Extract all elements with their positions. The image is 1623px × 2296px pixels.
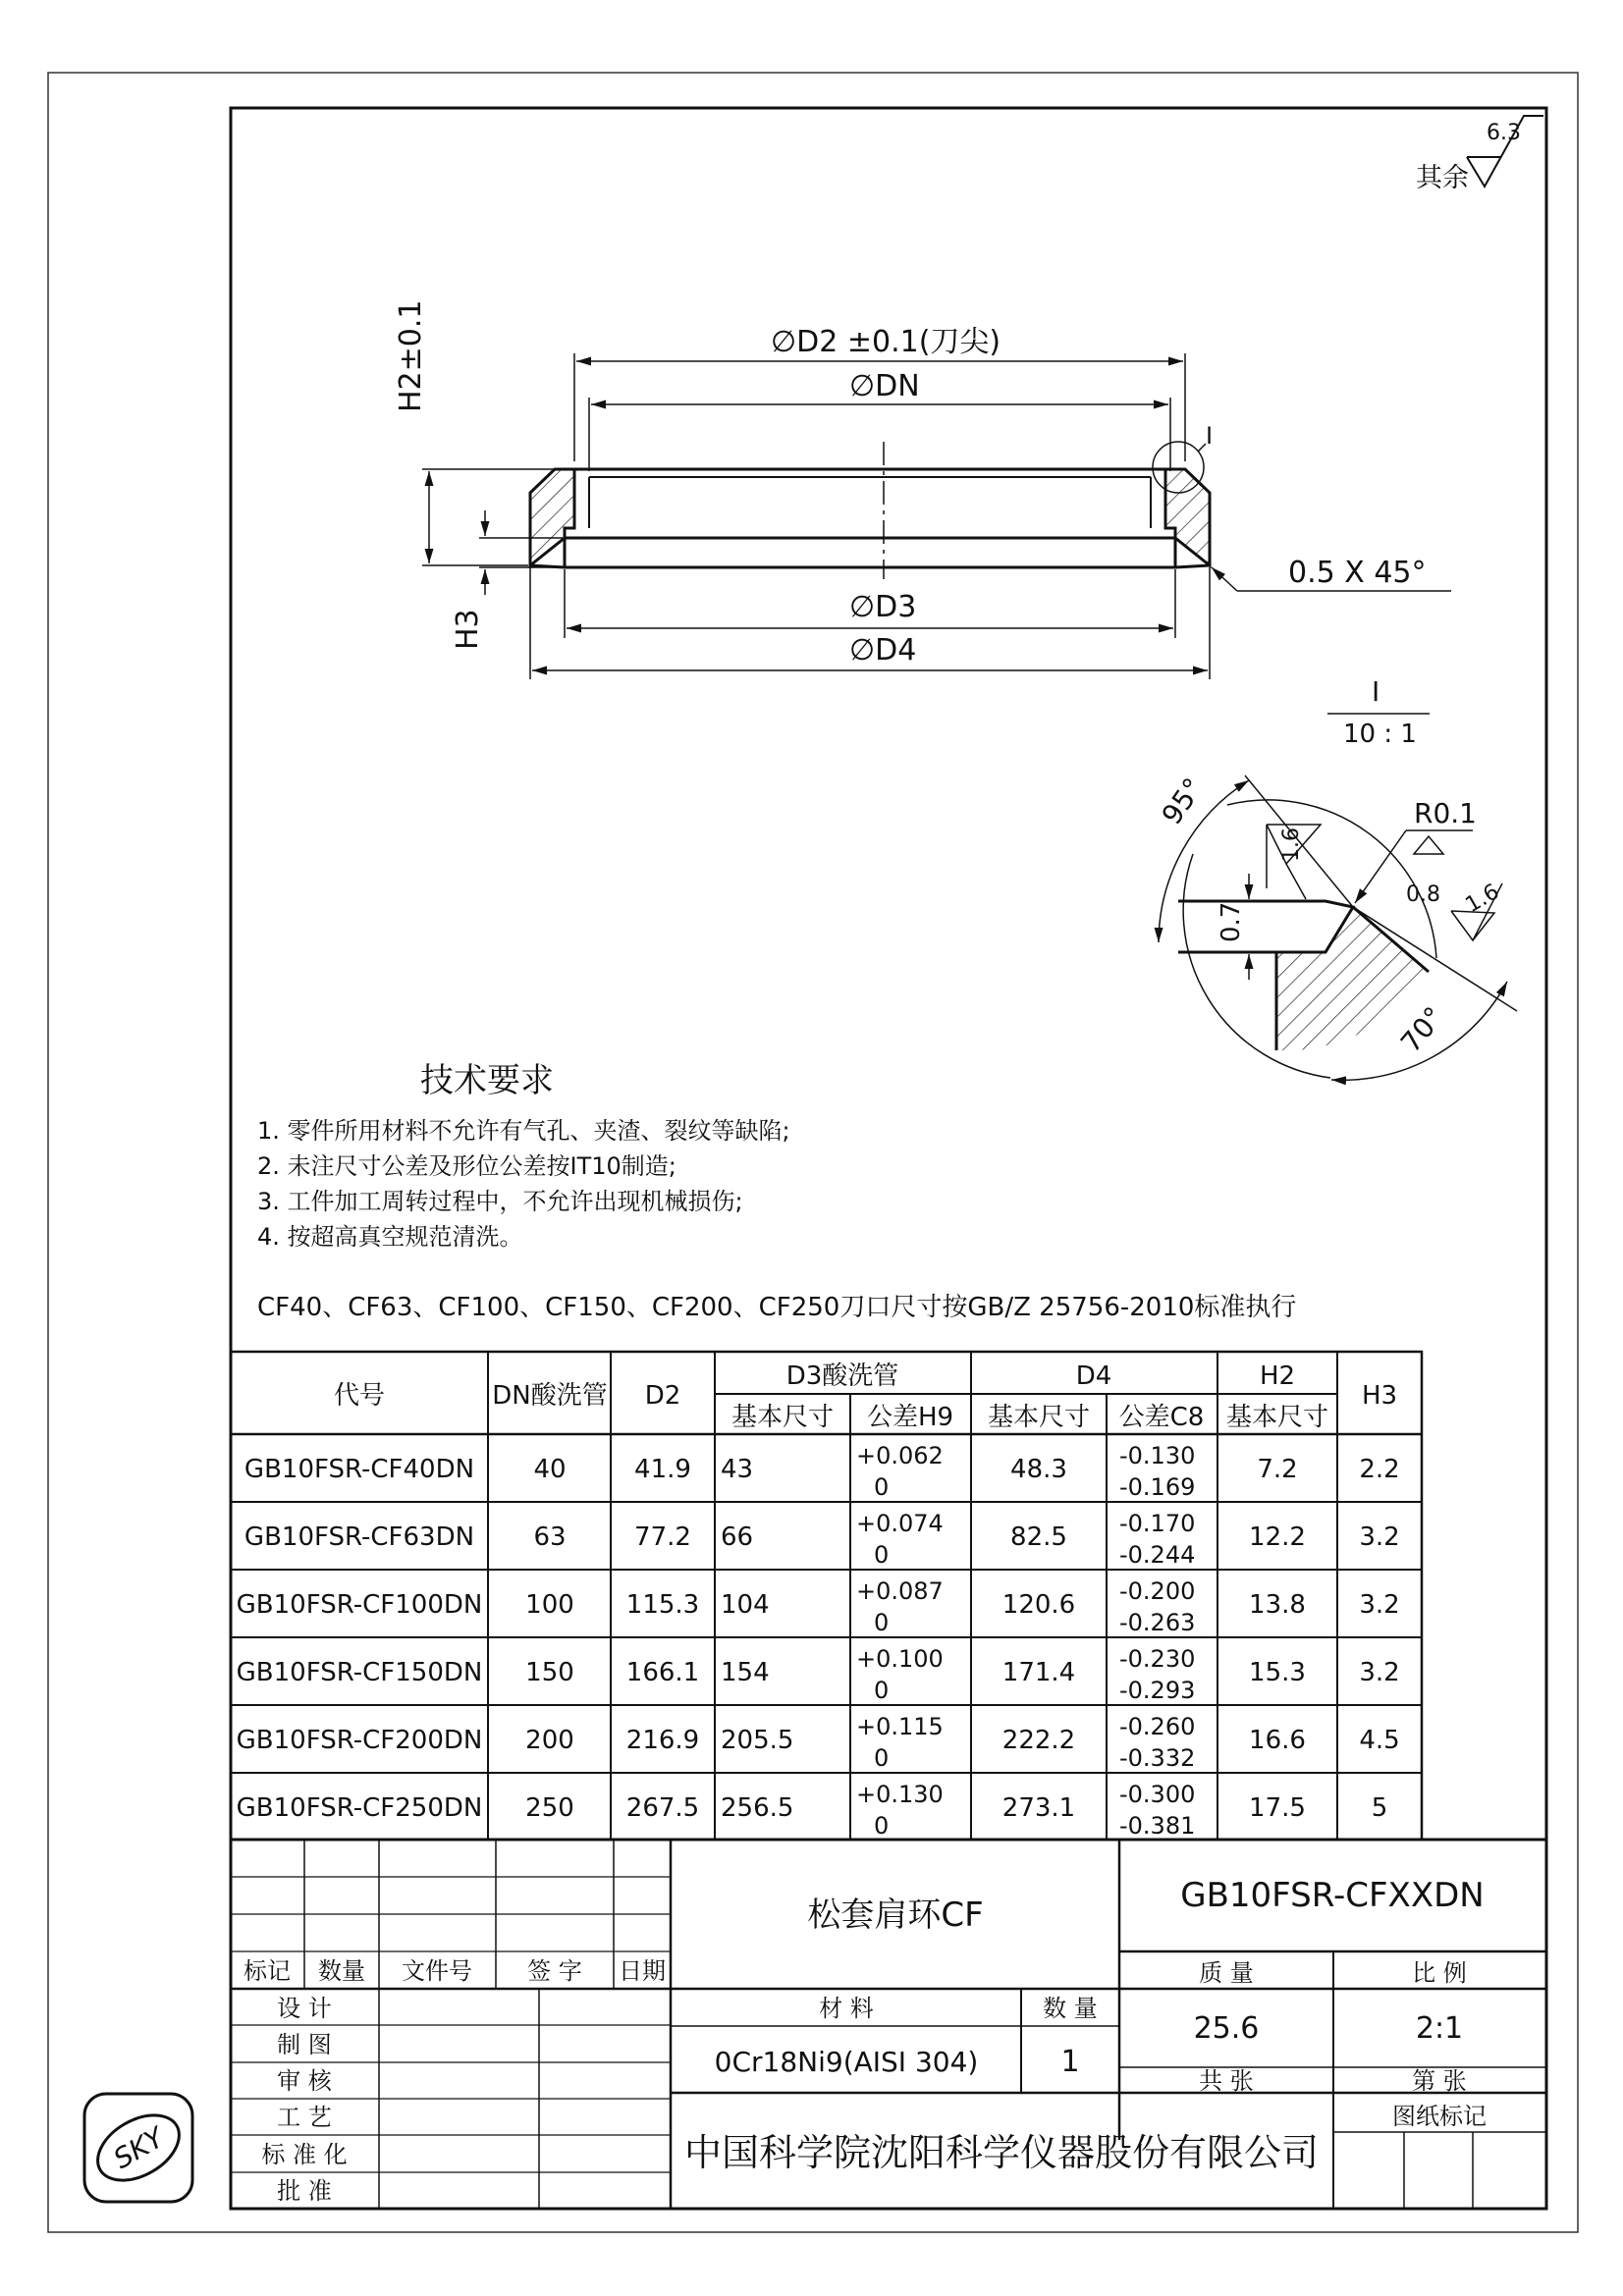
cell-d3: 154 bbox=[721, 1658, 770, 1687]
role-check: 审 核 bbox=[277, 2067, 332, 2095]
mass-value: 25.6 bbox=[1193, 2011, 1260, 2046]
detail-dim-07: 0.7 bbox=[1217, 901, 1246, 942]
cell-code: GB10FSR-CF40DN bbox=[243, 1455, 475, 1484]
tech-item-2: 2. 未注尺寸公差及形位公差按IT10制造; bbox=[257, 1152, 676, 1180]
cell-d4-lo: -0.169 bbox=[1119, 1473, 1196, 1501]
rev-h-date: 日期 bbox=[619, 1957, 666, 1985]
detail-angle-top: 95° bbox=[1155, 772, 1211, 831]
detail-angle-bottom: 70° bbox=[1394, 1000, 1451, 1059]
th-code: 代号 bbox=[333, 1381, 386, 1411]
role-standard: 标 准 化 bbox=[261, 2141, 348, 2168]
cell-code: GB10FSR-CF150DN bbox=[236, 1658, 483, 1687]
cell-d4: 120.6 bbox=[1001, 1590, 1076, 1620]
th-basic3: 基本尺寸 bbox=[1225, 1403, 1329, 1432]
rev-h-sign: 签 字 bbox=[527, 1957, 582, 1985]
part-name: 松套肩环CF bbox=[807, 1896, 984, 1935]
mass-label: 质 量 bbox=[1199, 1959, 1254, 1987]
rev-h-mark: 标记 bbox=[243, 1957, 291, 1985]
cell-h3: 3.2 bbox=[1359, 1590, 1400, 1620]
left-section bbox=[530, 469, 574, 565]
title-block-text bbox=[243, 1876, 1487, 2205]
cell-d4-up: -0.170 bbox=[1119, 1510, 1196, 1537]
cell-d4-lo: -0.263 bbox=[1119, 1609, 1196, 1636]
detail-mark: I bbox=[1206, 422, 1214, 450]
roughness-value: 6.3 bbox=[1487, 121, 1521, 145]
detail-scale: 10 : 1 bbox=[1343, 720, 1417, 749]
cell-h2: 12.2 bbox=[1249, 1522, 1306, 1552]
table-row bbox=[244, 1442, 1400, 1501]
cell-d2: 77.2 bbox=[634, 1522, 691, 1552]
cell-d3-lo: 0 bbox=[874, 1473, 890, 1501]
table-row bbox=[237, 1645, 1400, 1704]
role-draw: 制 图 bbox=[277, 2031, 332, 2058]
material-value: 0Cr18Ni9(AISI 304) bbox=[714, 2046, 979, 2078]
cell-d3: 43 bbox=[721, 1455, 754, 1484]
dim-d4: ∅D4 bbox=[849, 633, 917, 667]
cell-d2: 166.1 bbox=[625, 1658, 700, 1687]
cell-code: GB10FSR-CF250DN bbox=[236, 1793, 483, 1823]
cell-d4-lo: -0.332 bbox=[1119, 1744, 1196, 1772]
cell-d4: 171.4 bbox=[1001, 1658, 1076, 1687]
dim-h2: H2±0.1 bbox=[394, 299, 428, 412]
right-section bbox=[1165, 469, 1210, 565]
cell-d3-lo: 0 bbox=[874, 1744, 890, 1772]
cell-d4-lo: -0.293 bbox=[1119, 1677, 1196, 1704]
cell-d4-up: -0.130 bbox=[1119, 1442, 1196, 1469]
cell-d3: 205.5 bbox=[721, 1726, 794, 1755]
rev-h-doc: 文件号 bbox=[402, 1957, 472, 1985]
rev-h-qty: 数量 bbox=[318, 1957, 365, 1985]
cell-dn: 250 bbox=[525, 1793, 574, 1823]
tech-note: CF40、CF63、CF100、CF150、CF200、CF250刀口尺寸按GB/Z 25756-2010标准执行 bbox=[257, 1293, 1297, 1322]
cell-code: GB10FSR-CF100DN bbox=[236, 1590, 483, 1620]
cell-dn: 63 bbox=[533, 1522, 567, 1552]
cell-d3: 104 bbox=[721, 1590, 770, 1620]
cell-d2: 41.9 bbox=[634, 1455, 691, 1484]
tech-item-3: 3. 工件加工周转过程中，不允许出现机械损伤; bbox=[257, 1188, 743, 1215]
tech-item-1: 1. 零件所用材料不允许有气孔、夹渣、裂纹等缺陷; bbox=[257, 1117, 790, 1145]
qty-value: 1 bbox=[1060, 2045, 1080, 2079]
scale-label: 比 例 bbox=[1412, 1959, 1467, 1987]
detail-name: I bbox=[1372, 675, 1380, 708]
sheet-label: 第 张 bbox=[1412, 2067, 1467, 2095]
cell-d3-up: +0.115 bbox=[856, 1713, 944, 1740]
cell-h3: 5 bbox=[1371, 1793, 1388, 1823]
detail-radius: R0.1 bbox=[1414, 797, 1477, 829]
th-d4: D4 bbox=[1075, 1362, 1112, 1391]
th-d2: D2 bbox=[644, 1381, 681, 1411]
cell-d4: 222.2 bbox=[1001, 1726, 1076, 1755]
cell-d3-lo: 0 bbox=[874, 1609, 890, 1636]
dim-h3: H3 bbox=[451, 609, 485, 650]
th-dn: DN酸洗管 bbox=[492, 1381, 608, 1411]
company-name: 中国科学院沈阳科学仪器股份有限公司 bbox=[683, 2131, 1320, 2174]
role-process: 工 艺 bbox=[277, 2104, 332, 2131]
company-logo bbox=[84, 2094, 192, 2202]
th-basic2: 基本尺寸 bbox=[987, 1403, 1091, 1432]
cell-code: GB10FSR-CF63DN bbox=[243, 1522, 475, 1552]
cell-d3-up: +0.087 bbox=[856, 1577, 944, 1605]
material-label: 材 料 bbox=[819, 1995, 874, 2022]
cell-dn: 100 bbox=[525, 1590, 574, 1620]
detail-dim-08: 0.8 bbox=[1406, 882, 1440, 907]
cell-d4: 273.1 bbox=[1001, 1793, 1076, 1823]
cell-d4-up: -0.200 bbox=[1119, 1577, 1196, 1605]
roughness-label: 其余 bbox=[1416, 163, 1469, 193]
cell-h3: 3.2 bbox=[1359, 1658, 1400, 1687]
cell-d3-lo: 0 bbox=[874, 1541, 890, 1569]
th-basic1: 基本尺寸 bbox=[730, 1403, 835, 1432]
cell-code: GB10FSR-CF200DN bbox=[236, 1726, 483, 1755]
cell-d3-up: +0.130 bbox=[856, 1781, 944, 1808]
logo-text: SKY bbox=[107, 2120, 170, 2176]
cell-d3-up: +0.062 bbox=[856, 1442, 944, 1469]
cell-h3: 4.5 bbox=[1359, 1726, 1400, 1755]
cell-d3-up: +0.074 bbox=[856, 1510, 944, 1537]
cell-h2: 13.8 bbox=[1249, 1590, 1306, 1620]
cell-h3: 2.2 bbox=[1359, 1455, 1400, 1484]
cell-h2: 16.6 bbox=[1249, 1726, 1306, 1755]
cell-d2: 267.5 bbox=[625, 1793, 700, 1823]
table-row bbox=[244, 1510, 1400, 1569]
marks-label: 图纸标记 bbox=[1392, 2103, 1487, 2130]
th-h2: H2 bbox=[1259, 1362, 1296, 1391]
cell-d4-up: -0.300 bbox=[1119, 1781, 1196, 1808]
cell-dn: 200 bbox=[525, 1726, 574, 1755]
cell-d2: 216.9 bbox=[625, 1726, 700, 1755]
cell-d3: 66 bbox=[721, 1522, 754, 1552]
cell-d4-lo: -0.381 bbox=[1119, 1812, 1196, 1840]
detail-rough-b: 1.6 bbox=[1461, 880, 1504, 919]
th-tol-c8: 公差C8 bbox=[1118, 1403, 1205, 1432]
th-h3: H3 bbox=[1361, 1381, 1398, 1411]
dim-d3: ∅D3 bbox=[849, 590, 917, 624]
cell-d4-lo: -0.244 bbox=[1119, 1541, 1196, 1569]
cell-d3-up: +0.100 bbox=[856, 1645, 944, 1673]
section-view bbox=[530, 442, 1210, 579]
tech-item-4: 4. 按超高真空规范清洗。 bbox=[257, 1223, 523, 1251]
th-tol-h9: 公差H9 bbox=[866, 1403, 954, 1432]
cell-h2: 7.2 bbox=[1257, 1455, 1298, 1484]
th-d3: D3酸洗管 bbox=[785, 1362, 899, 1391]
roughness-symbol bbox=[1416, 116, 1543, 193]
cell-h3: 3.2 bbox=[1359, 1522, 1400, 1552]
role-approve: 批 准 bbox=[277, 2177, 332, 2205]
cell-dn: 150 bbox=[525, 1658, 574, 1687]
table-row bbox=[237, 1713, 1400, 1772]
table-row bbox=[237, 1577, 1400, 1636]
role-design: 设 计 bbox=[277, 1995, 332, 2022]
cell-d4-up: -0.260 bbox=[1119, 1713, 1196, 1740]
cell-d4-up: -0.230 bbox=[1119, 1645, 1196, 1673]
dim-dn: ∅DN bbox=[849, 369, 920, 403]
cell-d3-lo: 0 bbox=[874, 1812, 890, 1840]
table-row bbox=[237, 1781, 1388, 1840]
cell-d4: 82.5 bbox=[1010, 1522, 1067, 1552]
drawing-number: GB10FSR-CFXXDN bbox=[1180, 1876, 1485, 1915]
cell-d4: 48.3 bbox=[1010, 1455, 1067, 1484]
cell-h2: 17.5 bbox=[1249, 1793, 1306, 1823]
table-header bbox=[334, 1362, 1397, 1432]
cell-d3: 256.5 bbox=[721, 1793, 794, 1823]
dim-d2: ∅D2 ±0.1(刀尖) bbox=[771, 325, 1001, 359]
tech-requirements bbox=[257, 1061, 1296, 1322]
sheets-label: 共 张 bbox=[1199, 2067, 1254, 2095]
cell-d2: 115.3 bbox=[625, 1590, 700, 1620]
cell-dn: 40 bbox=[533, 1455, 567, 1484]
detail-view bbox=[1156, 675, 1517, 1080]
dim-chamfer: 0.5 X 45° bbox=[1288, 556, 1427, 590]
scale-value: 2:1 bbox=[1415, 2011, 1464, 2046]
cell-h2: 15.3 bbox=[1249, 1658, 1306, 1687]
qty-label: 数 量 bbox=[1043, 1995, 1098, 2022]
detail-rough-a: 1.6 bbox=[1279, 828, 1304, 862]
tech-title: 技术要求 bbox=[420, 1061, 554, 1100]
cell-d3-lo: 0 bbox=[874, 1677, 890, 1704]
